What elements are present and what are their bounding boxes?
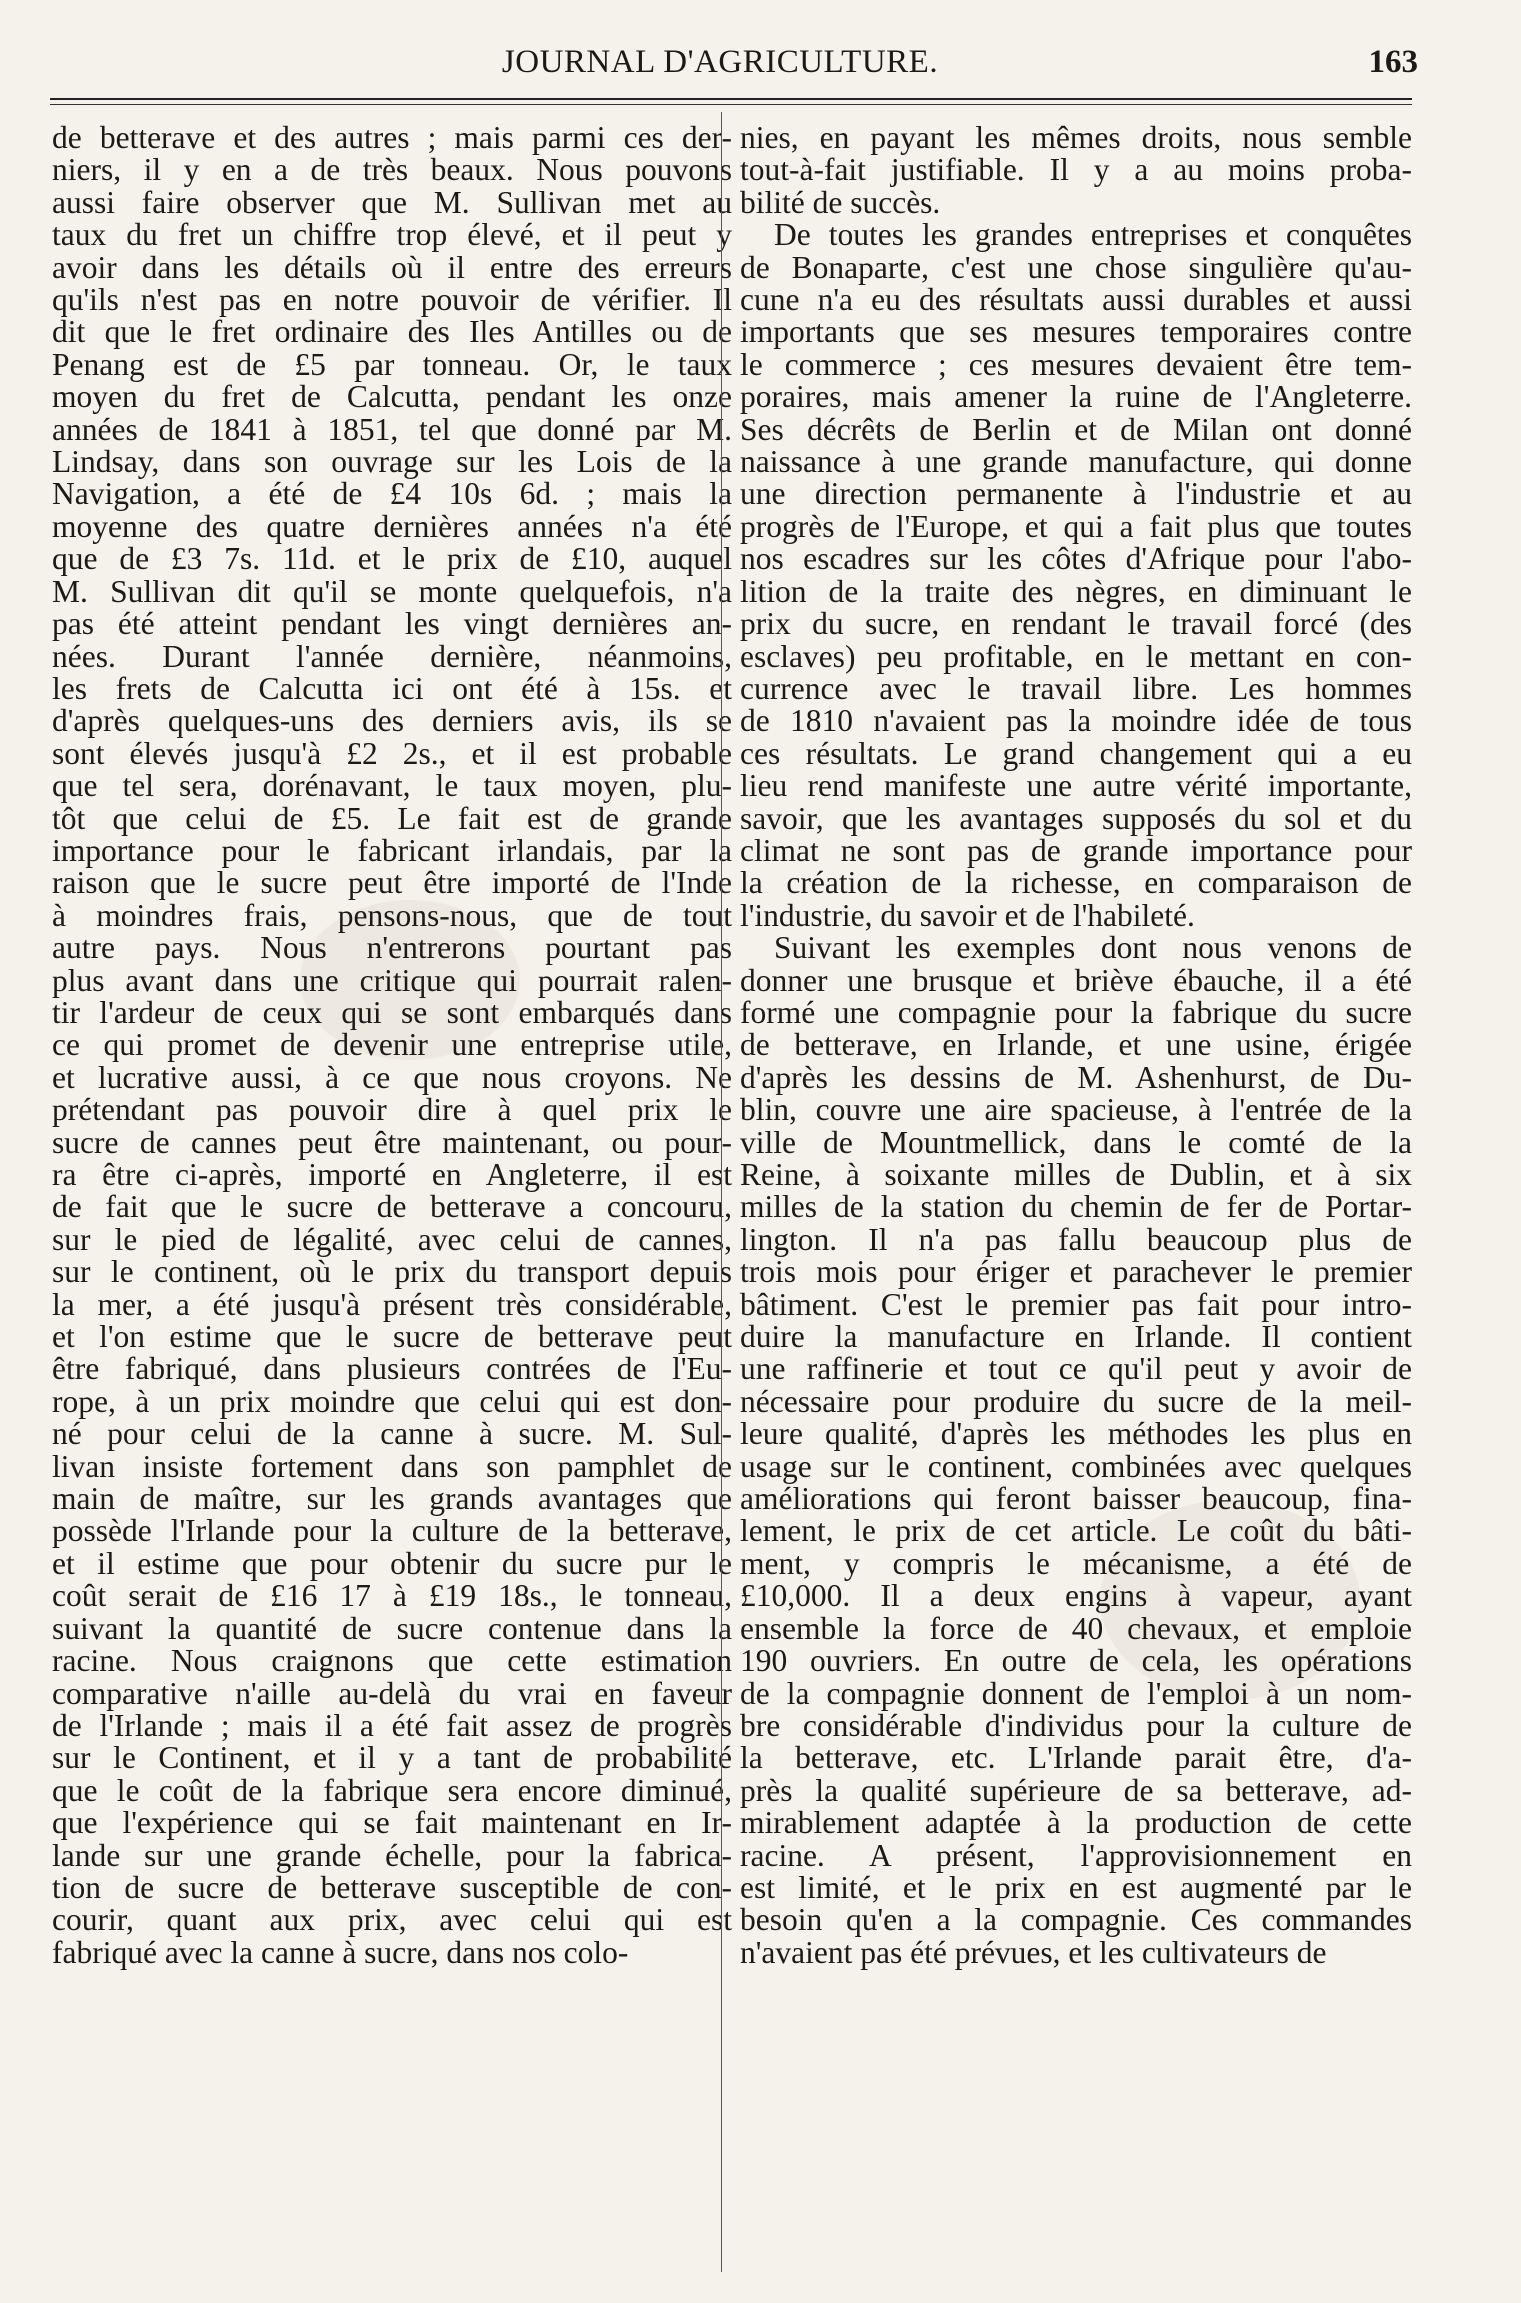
header-rule-thick	[50, 98, 1412, 100]
right-column	[740, 122, 1412, 1969]
text-line: que tel sera, dorénavant, le taux moyen, plu-	[52, 768, 732, 804]
journal-title: JOURNAL D'AGRICULTURE.	[501, 44, 939, 80]
text-line: suivant la quantité de sucre contenue dans la	[52, 1610, 732, 1646]
text-line: de 1810 n'avaient pas la moindre idée de tous	[740, 703, 1412, 739]
text-line: ces résultats. Le grand changement qui a eu	[740, 735, 1412, 771]
text-line: usage sur le continent, combinées avec quelques	[740, 1448, 1412, 1484]
text-line: 190 ouvriers. En outre de cela, les opérations	[740, 1643, 1412, 1679]
text-line: prétendant pas pouvoir dire à quel prix le	[52, 1092, 732, 1128]
text-line: nos escadres sur les côtes d'Afrique pour l'abo-	[740, 541, 1412, 577]
text-line: améliorations qui feront baisser beaucoup, fina-	[740, 1481, 1412, 1517]
text-line: et l'on estime que le sucre de betterave peut	[52, 1319, 732, 1355]
text-line: rope, à un prix moindre que celui qui est don-	[52, 1383, 732, 1419]
text-line: sont élevés jusqu'à £2 2s., et il est probable	[52, 735, 732, 771]
text-line: bre considérable d'individus pour la culture de	[740, 1707, 1412, 1743]
text-line: de Bonaparte, c'est une chose singulière qu'au-	[740, 249, 1412, 285]
text-line: et lucrative aussi, à ce que nous croyons. Ne	[52, 1059, 732, 1095]
text-line: sur le Continent, et il y a tant de probabilité	[52, 1740, 732, 1776]
text-line: pas été atteint pendant les vingt dernières an-	[52, 606, 732, 642]
text-line: sucre de cannes peut être maintenant, ou pour-	[52, 1124, 732, 1160]
text-line: être fabriqué, dans plusieurs contrées de l'Eu-	[52, 1351, 732, 1387]
text-line: plus avant dans une critique qui pourrait ralen-	[52, 962, 732, 998]
text-line: nies, en payant les mêmes droits, nous semble	[740, 120, 1412, 155]
text-line: milles de la station du chemin de fer de Portar-	[740, 1189, 1412, 1225]
text-line: lition de la traite des nègres, en diminuant le	[740, 573, 1412, 609]
text-line: livan insiste fortement dans son pamphlet de	[52, 1448, 732, 1484]
text-line: M. Sullivan dit qu'il se monte quelquefois, n'a	[52, 573, 732, 609]
text-line: ra être ci-après, importé en Angleterre, il est	[52, 1157, 732, 1192]
text-line: esclaves) peu profitable, en le mettant en con-	[740, 638, 1412, 674]
text-line: années de 1841 à 1851, tel que donné par M.	[52, 411, 732, 447]
text-line: moyenne des quatre dernières années n'a été	[52, 508, 732, 544]
text-line: de l'Irlande ; mais il a été fait assez de progrès	[52, 1707, 732, 1743]
text-line: possède l'Irlande pour la culture de la betterave,	[52, 1513, 732, 1549]
text-line: une direction permanente à l'industrie et au	[740, 476, 1412, 512]
text-line: bilité de succès.	[740, 184, 941, 220]
text-line: blin, couvre une aire spacieuse, à l'entrée de la	[740, 1092, 1412, 1128]
text-line: les frets de Calcutta ici ont été à 15s. et	[52, 670, 732, 706]
text-line: tôt que celui de £5. Le fait est de grande	[52, 800, 732, 836]
text-line: tout-à-fait justifiable. Il y a au moins proba-	[740, 152, 1412, 188]
text-line: que de £3 7s. 11d. et le prix de £10, auquel	[52, 541, 732, 577]
text-line: d'après quelques-uns des derniers avis, ils se	[52, 703, 732, 739]
text-line: fabriqué avec la canne à sucre, dans nos colo-	[52, 1934, 629, 1970]
text-line: ment, y compris le mécanisme, a été de	[740, 1545, 1412, 1581]
text-line: tion de sucre de betterave susceptible de con-	[52, 1869, 732, 1905]
text-line: bâtiment. C'est le premier pas fait pour intro-	[740, 1286, 1412, 1322]
text-line: nécessaire pour produire du sucre de la meil-	[740, 1383, 1412, 1419]
text-line: Lindsay, dans son ouvrage sur les Lois de la	[52, 444, 732, 480]
text-line: de betterave, en Irlande, et une usine, érigée	[740, 1027, 1412, 1063]
text-line: et il estime que pour obtenir du sucre pur le	[52, 1545, 732, 1581]
text-line: de la compagnie donnent de l'emploi à un nom-	[740, 1675, 1412, 1711]
text-line: comparative n'aille au-delà du vrai en faveur	[52, 1675, 732, 1711]
text-line: mirablement adaptée à la production de cette	[740, 1805, 1412, 1841]
text-line: est limité, et le prix en est augmenté par le	[740, 1869, 1412, 1905]
text-line: d'après les dessins de M. Ashenhurst, de Du-	[740, 1059, 1412, 1095]
text-line: formé une compagnie pour la fabrique du sucre	[740, 994, 1412, 1030]
text-line: tir l'ardeur de ceux qui se sont embarqués dans	[52, 994, 732, 1030]
column-divider	[721, 112, 722, 2272]
text-line: donner une brusque et briève ébauche, il a été	[740, 962, 1412, 998]
text-line: de betterave et des autres ; mais parmi ces der-	[52, 120, 732, 155]
text-line: cune n'a eu des résultats aussi durables et aussi	[740, 282, 1412, 318]
text-line: duire la manufacture en Irlande. Il contient	[740, 1319, 1412, 1355]
text-line: lington. Il n'a pas fallu beaucoup plus de	[740, 1221, 1412, 1257]
text-line: moyen du fret de Calcutta, pendant les onze	[52, 379, 732, 415]
text-line: coût serait de £16 17 à £19 18s., le tonneau,	[52, 1578, 732, 1614]
text-line: que l'expérience qui se fait maintenant en Ir-	[52, 1805, 732, 1841]
text-line: lement, le prix de cet article. Le coût du bâti-	[740, 1513, 1412, 1549]
header-rule-thin	[50, 104, 1412, 105]
page-number: 163	[1368, 44, 1418, 80]
text-line: près la qualité supérieure de sa betterave, ad-	[740, 1772, 1412, 1808]
text-line: qu'ils n'est pas en notre pouvoir de vérifier. Il	[52, 282, 732, 318]
text-line: l'industrie, du savoir et de l'habileté.	[740, 897, 1195, 933]
text-line: une raffinerie et tout ce qu'il peut y avoir de	[740, 1351, 1412, 1387]
text-line: à moindres frais, pensons-nous, que de tout	[52, 897, 732, 933]
text-line: lieu rend manifeste une autre vérité importante,	[740, 768, 1412, 804]
text-line: niers, il y en a de très beaux. Nous pouvons	[52, 152, 732, 188]
text-line: Ses décrêts de Berlin et de Milan ont donné	[740, 411, 1412, 447]
text-line: Suivant les exemples dont nous venons de	[774, 930, 1412, 966]
text-line: Penang est de £5 par tonneau. Or, le taux	[52, 346, 732, 382]
text-line: £10,000. Il a deux engins à vapeur, ayant	[740, 1578, 1412, 1614]
text-line: importance pour le fabricant irlandais, par la	[52, 832, 732, 868]
text-line: ville de Mountmellick, dans le comté de la	[740, 1124, 1412, 1160]
text-line: climat ne sont pas de grande importance pour	[740, 832, 1412, 868]
text-line: De toutes les grandes entreprises et conquêtes	[774, 217, 1412, 253]
text-line: ce qui promet de devenir une entreprise utile,	[52, 1027, 732, 1063]
text-line: ensemble la force de 40 chevaux, et emploie	[740, 1610, 1412, 1646]
text-line: main de maître, sur les grands avantages que	[52, 1481, 732, 1517]
text-line: le commerce ; ces mesures devaient être tem-	[740, 346, 1412, 382]
text-line: n'avaient pas été prévues, et les cultivateurs de	[740, 1934, 1327, 1970]
left-column	[52, 122, 732, 1969]
text-line: Navigation, a été de £4 10s 6d. ; mais la	[52, 476, 732, 512]
text-line: avoir dans les détails où il entre des erreurs	[52, 249, 732, 285]
text-line: aussi faire observer que M. Sullivan met au	[52, 184, 732, 220]
text-line: taux du fret un chiffre trop élevé, et il peut y	[52, 217, 732, 253]
text-line: dit que le fret ordinaire des Iles Antilles ou de	[52, 314, 732, 350]
running-header	[40, 38, 1418, 88]
text-line: autre pays. Nous n'entrerons pourtant pas	[52, 930, 732, 966]
text-line: naissance à une grande manufacture, qui donne	[740, 444, 1412, 480]
text-line: de fait que le sucre de betterave a concouru,	[52, 1189, 732, 1225]
text-line: progrès de l'Europe, et qui a fait plus que toutes	[740, 508, 1412, 544]
text-line: prix du sucre, en rendant le travail forcé (des	[740, 606, 1412, 642]
text-line: racine. A présent, l'approvisionnement en	[740, 1837, 1412, 1873]
text-line: trois mois pour ériger et parachever le premier	[740, 1254, 1412, 1290]
text-line: sur le pied de légalité, avec celui de cannes,	[52, 1221, 732, 1257]
text-line: Reine, à soixante milles de Dublin, et à six	[740, 1157, 1412, 1192]
text-line: nées. Durant l'année dernière, néanmoins,	[52, 638, 732, 674]
text-line: courir, quant aux prix, avec celui qui est	[52, 1902, 732, 1938]
text-line: né pour celui de la canne à sucre. M. Sul-	[52, 1416, 732, 1452]
text-line: savoir, que les avantages supposés du sol et du	[740, 800, 1412, 836]
text-line: importants que ses mesures temporaires contre	[740, 314, 1412, 350]
text-line: la création de la richesse, en comparaison de	[740, 865, 1412, 901]
text-line: poraires, mais amener la ruine de l'Angleterre.	[740, 379, 1412, 415]
text-line: besoin qu'en a la compagnie. Ces commandes	[740, 1902, 1412, 1938]
text-line: racine. Nous craignons que cette estimation	[52, 1643, 732, 1679]
text-line: la betterave, etc. L'Irlande parait être, d'a-	[740, 1740, 1412, 1776]
text-line: currence avec le travail libre. Les hommes	[740, 670, 1412, 706]
text-line: raison que le sucre peut être importé de l'Inde	[52, 865, 732, 901]
text-line: la mer, a été jusqu'à présent très considérable,	[52, 1286, 732, 1322]
text-line: leure qualité, d'après les méthodes les plus en	[740, 1416, 1412, 1452]
text-line: lande sur une grande échelle, pour la fabrica-	[52, 1837, 732, 1873]
text-line: sur le continent, où le prix du transport depuis	[52, 1254, 732, 1290]
text-line: que le coût de la fabrique sera encore diminué,	[52, 1772, 732, 1808]
